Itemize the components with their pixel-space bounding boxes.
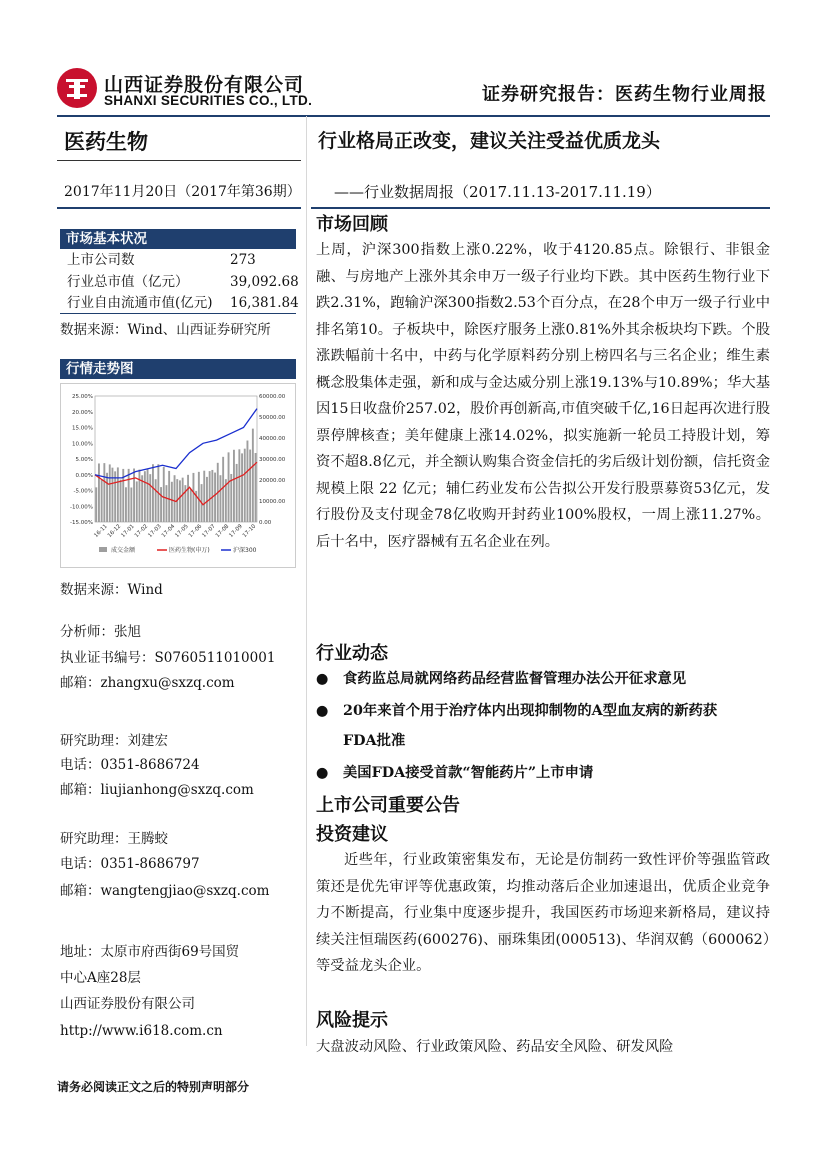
x-tick-label: 17-09: [228, 523, 244, 540]
company-logo: [57, 68, 97, 108]
assistant: 研究助理：王腾蛟: [60, 831, 168, 847]
volume-bar: [136, 481, 138, 522]
x-tick-label: 16-11: [93, 523, 109, 540]
volume-bar: [187, 475, 189, 522]
market-row-value: 16,381.84: [230, 295, 299, 311]
x-tick-label: 17-05: [174, 523, 190, 540]
phone: 电话：0351-8686797: [60, 856, 200, 872]
volume-bar: [238, 449, 240, 522]
volume-bar: [139, 470, 141, 522]
market-review-title: 市场回顾: [316, 214, 388, 235]
market-row: [67, 293, 299, 314]
email-link[interactable]: 邮箱：liujianhong@sxzq.com: [60, 782, 254, 798]
y-left-tick-label: 25.00%: [72, 394, 93, 400]
volume-bar: [233, 450, 235, 522]
y-right-tick-label: 30000.00: [259, 457, 286, 463]
y-left-tick-label: -5.00%: [73, 488, 93, 495]
bullet-text: 美国FDA接受首款“智能药片”上市申请: [343, 765, 594, 781]
volume-bar: [114, 471, 116, 522]
x-tick-label: 17-03: [147, 523, 163, 540]
trend-chart: [60, 383, 296, 568]
headline: 行业格局正改变，建议关注受益优质龙头: [318, 130, 661, 152]
industry-title: 行业动态: [316, 643, 388, 664]
footer-disclaimer: 请务必阅读正文之后的特别声明部分: [57, 1080, 250, 1094]
x-tick-label: 17-08: [214, 523, 231, 540]
email-link[interactable]: 邮箱：wangtengjiao@sxzq.com: [60, 883, 270, 899]
volume-bar: [117, 467, 119, 522]
volume-bar: [109, 464, 111, 522]
bullet-text: FDA批准: [343, 733, 406, 749]
bullet-dot-icon: ●: [316, 703, 329, 719]
volume-bar: [101, 480, 103, 522]
market-row-value: 39,092.68: [230, 274, 299, 290]
volume-bar: [147, 469, 149, 522]
bullet-text: 食药监总局就网络药品经营监督管理办法公开征求意见: [343, 671, 687, 687]
legend-label: 医药生物(申万): [169, 547, 210, 554]
market-review-text: 上周，沪深300指数上涨0.22%，收于4120.85点。除银行、非银金融、与房地产上涨外其余申万一级子行业均下跌。其中医药生物行业下跌2.31%，跑输沪深300指数2.53个百分点，在28个申万一级子行业中排名第10。子板块中，除医疗服务上涨0.81%外其余板块均下跌。个股涨跌幅前十名中，中药与化学原料药分别上榜四名与三名企业；维生素概念股集体走强，新和成与金达威分别上涨19.13%与10.89%；华大基因15日收盘价257.02，股价再创新高,市值突破千亿,16日起再次进行股票停牌核查；美年健康上涨14.02%，拟实施新一轮员工持股计划，筹资不超8.8亿元，并全额认购集合资金信托的劣后级计划份额，信托资金规模上限 22 亿元；辅仁药业发布公告拟公开发行股票募资53亿元，发行股份及支付现金78亿收购开封药业100%股权，一周上涨11.27%。后十名中，医疗器械有五名企业在列。: [316, 242, 770, 550]
bullet-text: 20年来首个用于治疗体内出现抑制物的A型血友病的新药获: [343, 703, 718, 719]
market-row: [67, 250, 295, 271]
market-row-key: 行业自由流通市值(亿元): [67, 295, 213, 311]
y-right-tick-label: 50000.00: [259, 415, 286, 421]
volume-bar: [214, 473, 216, 522]
trend-box-title: 行情走势图: [60, 359, 296, 379]
x-tick-label: 16-12: [106, 523, 123, 540]
volume-bar: [203, 471, 205, 522]
volume-bar: [241, 453, 243, 522]
market-row: [67, 272, 299, 293]
x-tick-label: 17-04: [160, 523, 177, 540]
email-link[interactable]: 邮箱：zhangxu@sxzq.com: [60, 675, 235, 691]
cert-number: 执业证书编号：S0760511010001: [60, 650, 276, 666]
volume-bar: [166, 485, 168, 522]
sector-title: 医药生物: [64, 129, 148, 154]
volume-bar: [106, 473, 108, 522]
volume-bar: [182, 478, 184, 522]
volume-bar: [133, 469, 135, 522]
column-divider: [306, 116, 307, 1046]
trend-source: 数据来源：Wind: [60, 582, 163, 598]
volume-bar: [160, 487, 162, 522]
legend-swatch: [99, 547, 107, 552]
volume-bar: [247, 441, 249, 522]
x-tick-label: 17-07: [201, 523, 217, 540]
volume-bar: [163, 467, 165, 522]
website-link[interactable]: http://www.i618.com.cn: [60, 1023, 223, 1039]
volume-bar: [112, 468, 114, 522]
bullet-dot-icon: ●: [316, 671, 329, 687]
y-left-tick-label: 5.00%: [75, 457, 93, 463]
y-left-tick-label: 0.00%: [75, 472, 93, 479]
volume-bar: [179, 480, 181, 522]
x-tick-label: 17-06: [187, 523, 204, 540]
volume-bar: [130, 488, 132, 522]
y-left-tick-label: 10.00%: [72, 441, 93, 448]
y-right-tick-label: 60000.00: [259, 394, 286, 400]
company-name-en: SHANXI SECURITIES CO., LTD.: [104, 93, 313, 108]
volume-bar: [198, 472, 200, 522]
sector-divider: [57, 160, 301, 161]
y-left-tick-label: 15.00%: [72, 425, 93, 432]
legend-label: 成交金额: [111, 547, 136, 554]
y-right-tick-label: 20000.00: [259, 478, 286, 484]
address-line: 地址：太原市府西街69号国贸: [60, 944, 240, 960]
volume-bar: [222, 457, 224, 522]
market-source: 数据来源：Wind、山西证券研究所: [60, 322, 271, 338]
volume-bar: [141, 475, 143, 522]
market-row-key: 行业总市值（亿元）: [67, 274, 189, 290]
market-row-key: 上市公司数: [67, 252, 135, 268]
volume-bar: [220, 475, 222, 522]
volume-bar: [193, 473, 195, 522]
volume-bar: [236, 464, 238, 522]
y-left-tick-label: 20.00%: [72, 409, 93, 416]
x-tick-label: 17-02: [133, 523, 150, 540]
company-name-cn: 山西证券股份有限公司: [104, 74, 305, 96]
plot-frame: [95, 396, 257, 522]
market-row-value: 273: [230, 252, 256, 268]
market-box-bottom-rule: [60, 313, 296, 314]
volume-bar: [171, 482, 173, 522]
x-tick-label: 17-01: [120, 523, 136, 540]
volume-bar: [206, 477, 208, 522]
volume-bar: [149, 474, 151, 522]
left-divider: [57, 207, 301, 209]
volume-bar: [249, 450, 251, 522]
header-divider: [57, 115, 770, 117]
announce-title: 上市公司重要公告: [316, 795, 460, 816]
volume-bar: [98, 463, 100, 522]
right-divider: [311, 207, 770, 209]
phone: 电话：0351-8686724: [60, 757, 200, 773]
legend-label: 沪深300: [233, 547, 257, 554]
analyst: 分析师：张旭: [60, 624, 141, 640]
volume-bar: [244, 449, 246, 522]
volume-bar: [190, 489, 192, 522]
volume-bar: [144, 471, 146, 522]
assistant: 研究助理：刘建宏: [60, 733, 168, 749]
volume-bar: [168, 471, 170, 522]
y-right-tick-label: 40000.00: [259, 436, 286, 442]
invest-text: 近些年，行业政策密集发布，无论是仿制药一致性评价等强监管政策还是优先审评等优惠政策，均推动落后企业加速退出，优质企业竞争力不断提高，行业集中度逐步提升，我国医药市场迎来新格局，建议持续关注恒瑞医药(600276)、丽珠集团(000513)、华润双鹤（600062）等受益龙头企业。: [316, 852, 770, 974]
volume-bar: [120, 480, 122, 522]
bullet-dot-icon: ●: [316, 765, 329, 781]
address-company: 山西证券股份有限公司: [60, 996, 195, 1012]
volume-bar: [95, 487, 97, 522]
y-left-tick-label: -10.00%: [70, 504, 93, 511]
volume-bar: [252, 429, 254, 522]
trend-chart-svg: [61, 384, 295, 567]
volume-bar: [103, 463, 105, 522]
volume-bar: [155, 479, 157, 522]
risk-text: 大盘波动风险、行业政策风险、药品安全风险、研发风险: [316, 1039, 674, 1055]
y-right-tick-label: 10000.00: [259, 499, 286, 505]
invest-title: 投资建议: [316, 824, 388, 845]
volume-bar: [152, 464, 154, 522]
report-date: 2017年11月20日（2017年第36期）: [64, 184, 301, 200]
volume-bar: [128, 469, 130, 522]
report-subtitle: ——行业数据周报（2017.11.13-2017.11.19）: [334, 183, 661, 201]
market-box-title: 市场基本状况: [60, 229, 296, 249]
volume-bar: [228, 452, 230, 522]
x-tick-label: 17-10: [241, 523, 258, 540]
volume-bar: [209, 471, 211, 522]
volume-bar: [174, 475, 176, 522]
csi300-line: [95, 409, 257, 478]
report-title: 证券研究报告：医药生物行业周报: [482, 84, 767, 105]
y-left-tick-label: -15.00%: [70, 520, 93, 526]
risk-title: 风险提示: [316, 1010, 388, 1031]
address-line: 中心A座28层: [60, 970, 141, 986]
volume-bar: [125, 487, 127, 522]
y-right-tick-label: 0.00: [259, 520, 272, 526]
